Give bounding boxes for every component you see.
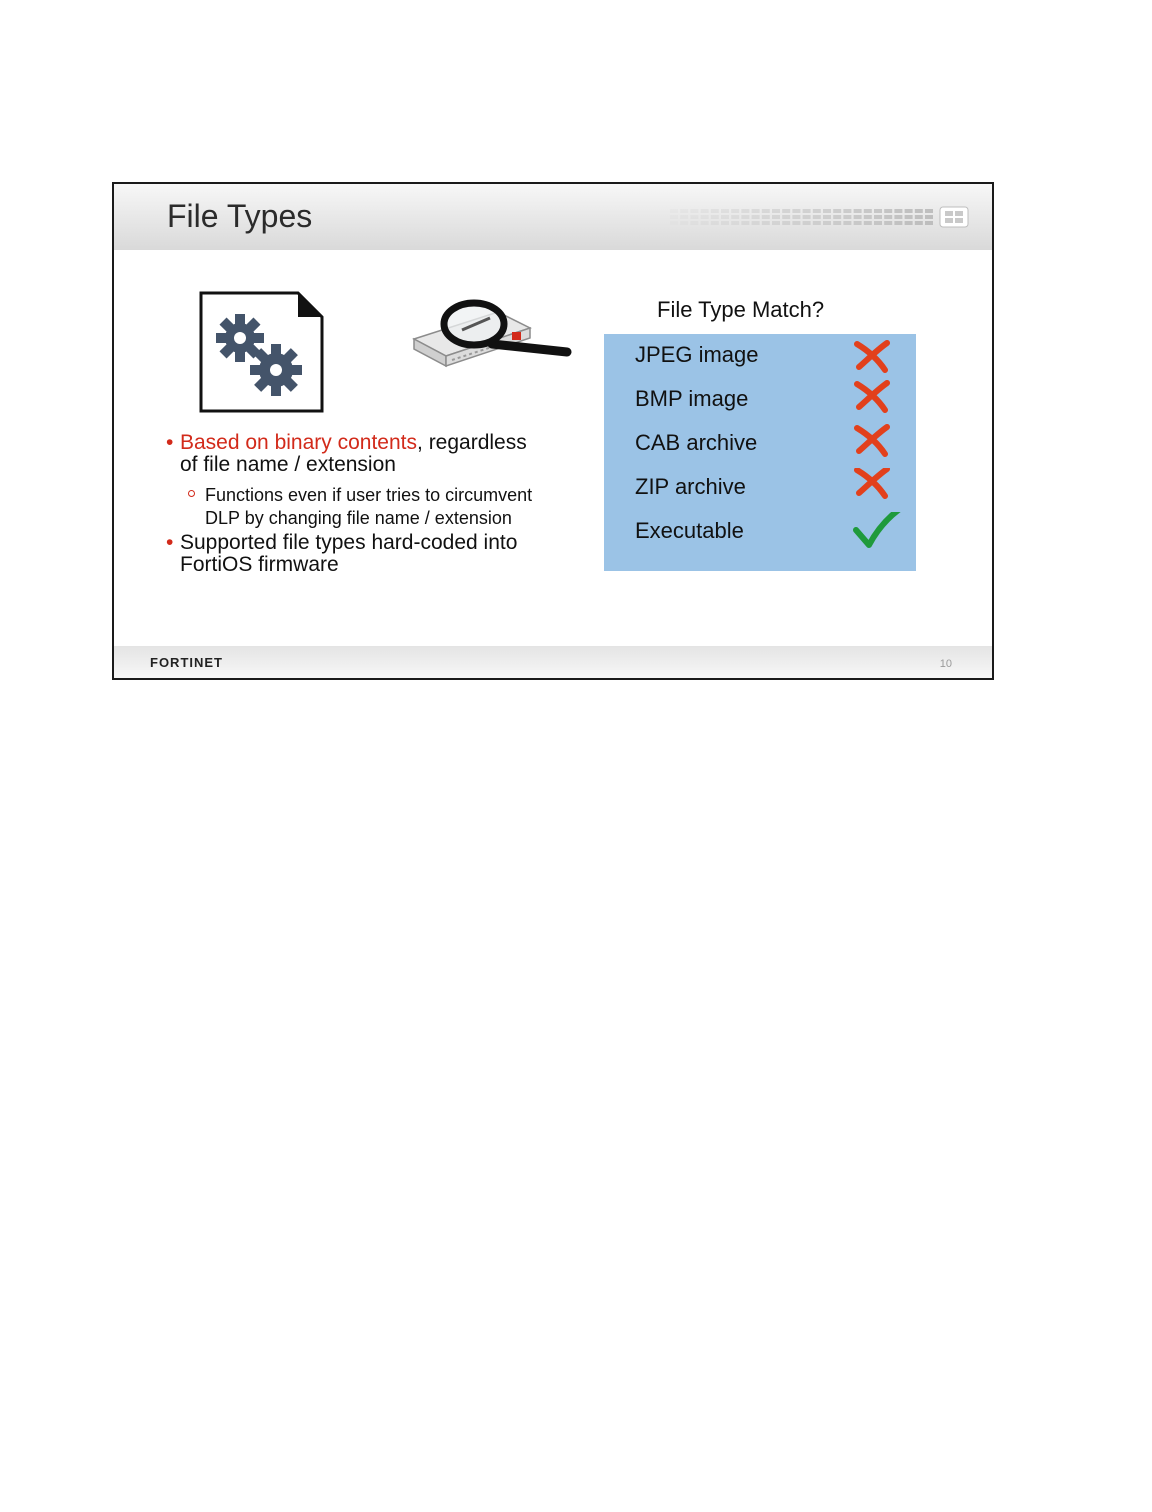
pattern-dot [711, 209, 719, 213]
pattern-dot [884, 209, 892, 213]
red-cross-icon [853, 336, 903, 376]
slide [112, 182, 994, 680]
match-label: Executable [635, 518, 744, 543]
pattern-dot [741, 209, 749, 213]
pattern-dot [690, 221, 698, 225]
pattern-dot [680, 209, 688, 213]
bullet-hard-coded [166, 532, 546, 576]
pattern-dot [670, 209, 678, 213]
pattern-dot [792, 215, 800, 219]
pattern-dot [792, 221, 800, 225]
pattern-dot [670, 221, 678, 225]
pattern-dot [752, 221, 760, 225]
pattern-dot [843, 209, 851, 213]
pattern-dot [731, 215, 739, 219]
pattern-dot [762, 215, 770, 219]
pattern-dot [680, 221, 688, 225]
pattern-dot [884, 215, 892, 219]
pattern-dot [925, 209, 933, 213]
pattern-dot [803, 221, 811, 225]
match-label: ZIP archive [635, 474, 746, 499]
slide-footer [114, 646, 992, 678]
red-cross-icon [853, 468, 903, 508]
slide-title: File Types [167, 198, 313, 234]
bullet-list [166, 432, 546, 576]
pattern-dot [721, 209, 729, 213]
pattern-dot [843, 221, 851, 225]
fortinet-dot-pattern-icon [670, 206, 970, 228]
pattern-dot [741, 215, 749, 219]
pattern-dot [833, 215, 841, 219]
pattern-dot [823, 209, 831, 213]
pattern-dot [782, 221, 790, 225]
pattern-dot [833, 209, 841, 213]
pattern-dot [864, 215, 872, 219]
slide-header [114, 184, 992, 250]
red-cross-icon [853, 424, 903, 464]
pattern-dot [854, 215, 862, 219]
pattern-dot [772, 215, 780, 219]
pattern-dot [894, 215, 902, 219]
pattern-dot [925, 215, 933, 219]
match-row [635, 380, 915, 420]
pattern-dot [792, 209, 800, 213]
pattern-dot [711, 215, 719, 219]
pattern-dot [813, 221, 821, 225]
pattern-dot [823, 215, 831, 219]
match-label: CAB archive [635, 430, 758, 455]
match-row [635, 336, 915, 376]
pattern-dot [690, 215, 698, 219]
pattern-dot [772, 221, 780, 225]
match-label: BMP image [635, 386, 749, 411]
pattern-dot [894, 221, 902, 225]
pattern-dot [854, 209, 862, 213]
pattern-dot [690, 209, 698, 213]
bullet-comma: , [417, 431, 423, 454]
bullet-binary-contents [166, 432, 546, 476]
bullet-text: Supported file types hard-coded into FortiOS firmware [180, 531, 518, 576]
pattern-dot [752, 209, 760, 213]
match-row [635, 424, 915, 464]
pattern-dot [772, 209, 780, 213]
pattern-dot [894, 209, 902, 213]
pattern-dot [762, 209, 770, 213]
pattern-dot [905, 215, 913, 219]
pattern-dot [833, 221, 841, 225]
pattern-dot [680, 215, 688, 219]
pattern-dot [884, 221, 892, 225]
match-row [635, 468, 915, 508]
pattern-dot [762, 221, 770, 225]
pattern-dot [915, 221, 923, 225]
match-row [635, 512, 915, 552]
pattern-dot [813, 215, 821, 219]
sub-bullet-circumvent [166, 484, 546, 529]
pattern-dot [731, 221, 739, 225]
pattern-dot [711, 221, 719, 225]
pattern-dot [874, 215, 882, 219]
pattern-dot [670, 215, 678, 219]
sub-bullet-ring [188, 490, 195, 497]
bullet-highlight: Based on binary contents [180, 431, 417, 454]
match-label: JPEG image [635, 342, 759, 367]
page-number: 10 [939, 658, 952, 670]
pattern-dot [905, 209, 913, 213]
bullet-dot: • [166, 531, 174, 554]
pattern-dot [843, 215, 851, 219]
pattern-dot [823, 221, 831, 225]
pattern-dot [803, 209, 811, 213]
pattern-dot [701, 221, 709, 225]
pattern-dot [741, 221, 749, 225]
pattern-dot [701, 209, 709, 213]
match-title: File Type Match? [657, 297, 825, 322]
pattern-dot [782, 215, 790, 219]
gear-document-icon [198, 290, 324, 414]
pattern-dot [854, 221, 862, 225]
fortinet-logo: FORTINET [150, 655, 223, 670]
bullet-rest: regardless of file name / extension [180, 431, 527, 476]
pattern-dot [813, 209, 821, 213]
pattern-dot [925, 221, 933, 225]
green-check-icon [853, 512, 903, 552]
red-cross-icon [853, 380, 903, 420]
pattern-dot [874, 209, 882, 213]
pattern-dot [915, 215, 923, 219]
pattern-dot [701, 215, 709, 219]
pattern-dot [731, 209, 739, 213]
pattern-dot [782, 209, 790, 213]
pattern-dot [721, 215, 729, 219]
pattern-dot [803, 215, 811, 219]
pattern-dot [721, 221, 729, 225]
pattern-dot [752, 215, 760, 219]
pattern-dot [915, 209, 923, 213]
pattern-dot [905, 221, 913, 225]
bullet-dot: • [166, 431, 174, 454]
file-type-match-box [604, 334, 916, 571]
pattern-dot [864, 221, 872, 225]
magnifier-appliance-icon [412, 294, 574, 380]
sub-bullet-text: Functions even if user tries to circumvent DLP by changing file name / extension [205, 485, 533, 528]
pattern-dot [874, 221, 882, 225]
pattern-dot [864, 209, 872, 213]
